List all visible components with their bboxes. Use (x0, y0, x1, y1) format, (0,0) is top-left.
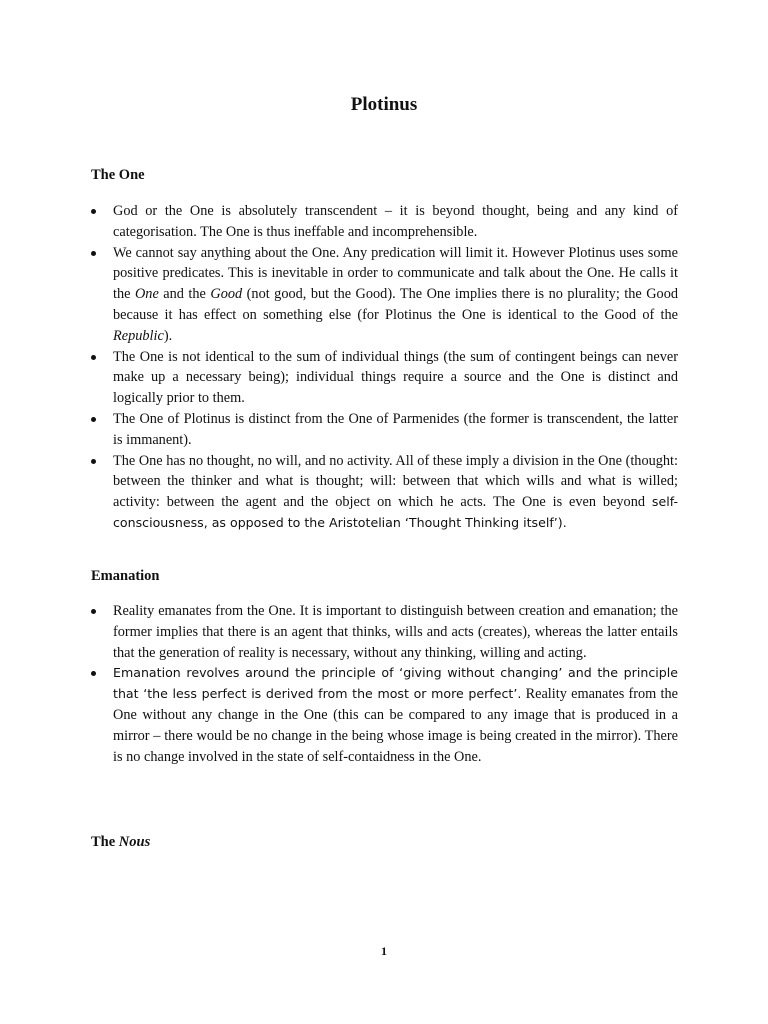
bullet-icon (91, 251, 96, 256)
bullet-text: God or the One is absolutely transcendent – it is beyond thought, being and any kind of categorisation. The One is thus ineffable and incomprehensible. (113, 203, 678, 240)
document-title: Plotinus (350, 94, 418, 115)
bullet-text-part: The One has no thought, no will, and no activity. All of these imply a division in the One (thought: between the thinker and what is thought; will: between that which wills and what is willed; activity: between the agent and the object on which he acts. The One is even beyond (113, 452, 678, 511)
emphasis-good: Good (210, 286, 243, 303)
bullet-icon (91, 671, 96, 676)
bullet-text: Reality emanates from the One. It is important to distinguish between creation and emanation; the former implies that there is an agent that thinks, wills and acts (creates), whereas the latter entails that the generation of reality is necessary, without any thinking, willing and acting. (113, 603, 678, 661)
bullet-text-part: Emanation revolves around the principle of ‘giving without changing’ and the principle that ‘the less perfect is derived from the most or more perfect’. (113, 665, 678, 702)
page-number: 1 (381, 944, 387, 958)
bullet-text-part: (not good, but the Good). The One implies there is no plurality; the Good because it has effect on something else (for Plotinus the One is identical to the Good of the (113, 286, 679, 323)
emphasis-one: One (134, 286, 159, 303)
list-item (91, 601, 678, 663)
bullet-text-part: We cannot say anything about the One. Any predication will limit it. However Plotinus uses some positive predicates. This is inevitable in order to communicate and talk about the One. He calls it the (113, 244, 678, 303)
list-item (91, 243, 678, 347)
bullet-text-part: ). (163, 327, 173, 344)
list-item (91, 409, 678, 451)
section-heading-emanation: Emanation (91, 568, 160, 584)
emanation-bullet-list (91, 601, 678, 767)
bullet-icon (91, 417, 96, 422)
bullet-text-part: and the (158, 286, 211, 303)
bullet-icon (91, 459, 96, 464)
section-heading-the-nous (91, 834, 150, 851)
bullet-icon (91, 209, 96, 214)
bullet-text: The One of Plotinus is distinct from the One of Parmenides (the former is transcendent, the latter is immanent). (113, 410, 678, 448)
heading-prefix: The (91, 834, 119, 850)
bullet-icon (91, 355, 96, 360)
bullet-text: The One is not identical to the sum of individual things (the sum of contingent beings can never make up a necessary being); individual things require a source and the One is distinct and logically prior to them. (113, 348, 678, 407)
bullet-text-part: Reality emanates from the One without any change in the One (this can be compared to any image that is produced in a mirror – there would be no change in the being whose image is being created in the mirror). There is no change involved in the state of self-contaidness in the One. (113, 686, 678, 765)
list-item (91, 451, 678, 534)
emphasis-republic: Republic (113, 327, 164, 344)
bullet-icon (91, 609, 96, 614)
list-item (91, 201, 678, 243)
section-heading-the-one: The One (91, 167, 145, 183)
list-item (91, 663, 678, 767)
heading-italic-nous: Nous (118, 834, 151, 850)
the-one-bullet-list (91, 201, 678, 534)
list-item (91, 347, 678, 409)
bullet-text-part: self-consciousness, as opposed to the Aristotelian ‘Thought Thinking itself’). (113, 494, 678, 530)
